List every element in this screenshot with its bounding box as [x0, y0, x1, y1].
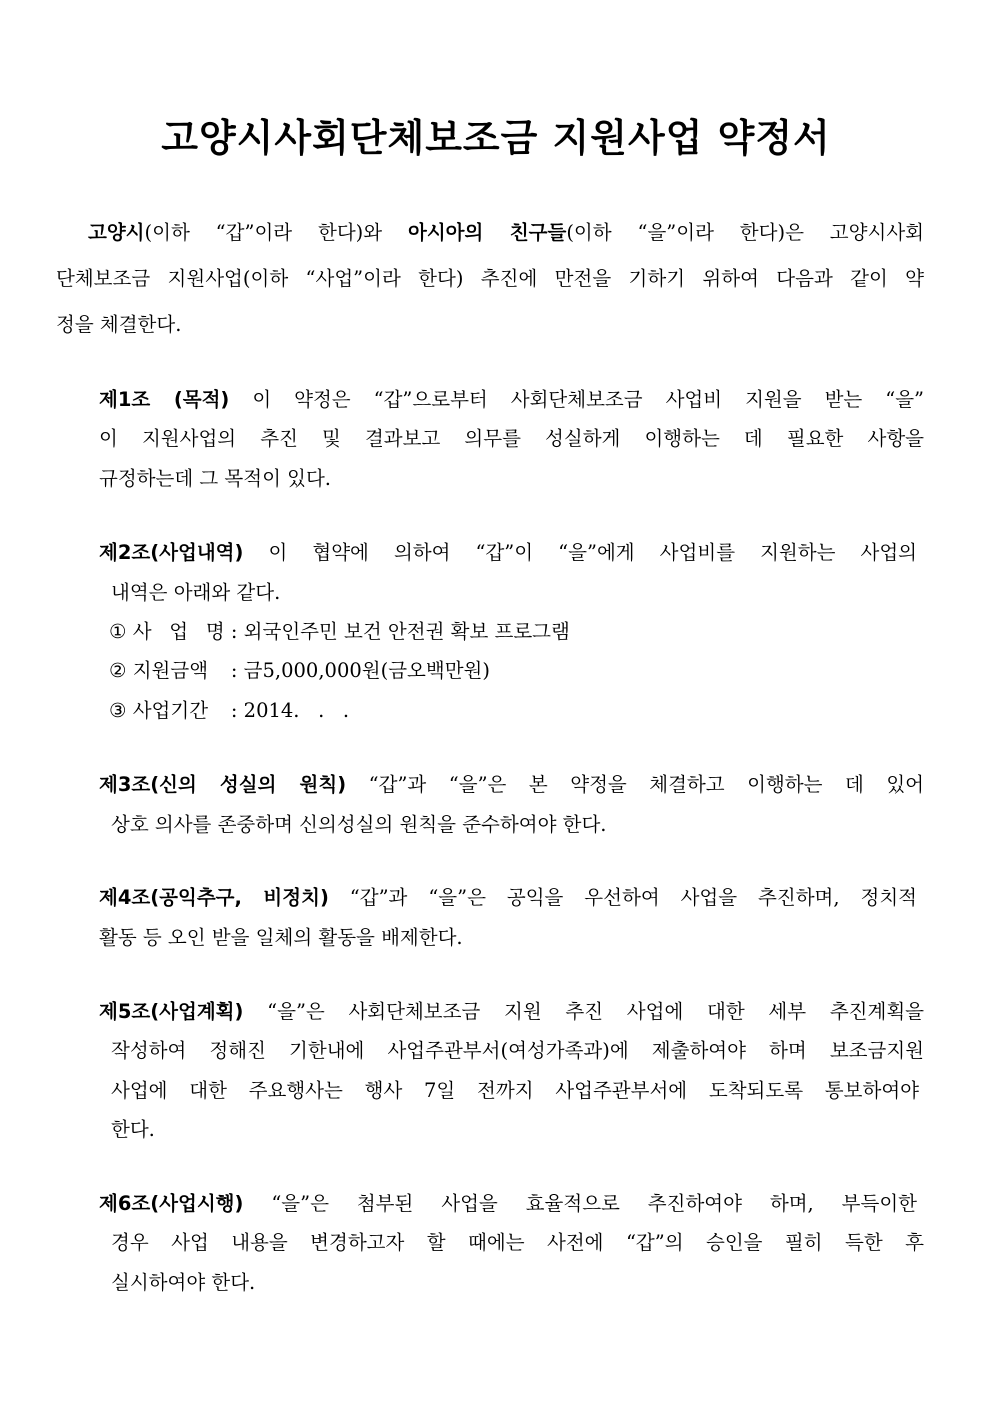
item-value: 2014. . .: [243, 699, 350, 722]
article-2-item-1: [109, 618, 570, 646]
article-5-line-4: 한다.: [111, 1118, 155, 1141]
article-5-text: “을”은 사회단체보조금 지원 추진 사업에 대한 세부 추진계획을: [243, 1000, 924, 1023]
article-1-line-2: 이 지원사업의 추진 및 결과보고 의무를 성실하게 이행하는 데 필요한 사항을: [99, 427, 924, 450]
article-2-item-3: [109, 697, 349, 725]
article-1-text: 이 약정은 “갑”으로부터 사회단체보조금 사업비 지원을 받는 “을”: [229, 388, 924, 411]
article-6-line-3: 실시하여야 한다.: [111, 1271, 256, 1294]
article-3-line-1: [99, 771, 924, 799]
article-6-heading: 제6조(사업시행): [99, 1192, 244, 1215]
article-4-text: “갑”과 “을”은 공익을 우선하여 사업을 추진하며, 정치적: [328, 886, 917, 909]
article-2-text: 이 협약에 의하여 “갑”이 “을”에게 사업비를 지원하는 사업의: [243, 541, 917, 564]
article-6-text: “을”은 첨부된 사업을 효율적으로 추진하여야 하며, 부득이한: [243, 1192, 917, 1215]
article-1-line-3: 규정하는데 그 목적이 있다.: [99, 467, 332, 490]
preamble-line-2: 단체보조금 지원사업(이하 “사업”이라 한다) 추진에 만전을 기하기 위하여 다음과 같이 약: [56, 267, 924, 290]
article-5-line-3: 사업에 대한 주요행사는 행사 7일 전까지 사업주관부서에 도착되도록 통보하여야: [111, 1079, 919, 1102]
article-1-line-1: [99, 386, 924, 414]
article-6-line-2: 경우 사업 내용을 변경하고자 할 때에는 사전에 “갑”의 승인을 필히 득한 후: [111, 1231, 924, 1254]
preamble-line-1: [88, 219, 924, 247]
article-2-item-2: [109, 657, 490, 685]
document-title: 고양시사회단체보조금 지원사업 약정서: [161, 116, 831, 160]
item-value: 금5,000,000원(금오백만원): [243, 659, 490, 682]
item-separator: :: [230, 620, 238, 643]
article-6-line-1: [99, 1190, 917, 1218]
preamble-text: (이하 “갑”이라 한다)와: [144, 221, 408, 244]
article-2-heading: 제2조(사업내역): [99, 541, 244, 564]
article-5-line-1: [99, 998, 924, 1026]
item-label: 사업기간: [132, 699, 209, 722]
item-value: 외국인주민 보건 안전권 확보 프로그램: [243, 620, 570, 643]
item-marker: ③: [109, 699, 127, 722]
article-5-heading: 제5조(사업계획): [99, 1000, 244, 1023]
article-2-line-1: [99, 539, 917, 567]
article-3-heading: 제3조(신의 성실의 원칙): [99, 773, 347, 796]
article-5-line-2: 작성하여 정해진 기한내에 사업주관부서(여성가족과)에 제출하여야 하며 보조금지원: [111, 1039, 924, 1062]
article-4-line-1: [99, 884, 917, 912]
article-1-heading: 제1조 (목적): [99, 388, 230, 411]
party-a-name: 고양시: [88, 221, 145, 244]
article-3-text: “갑”과 “을”은 본 약정을 체결하고 이행하는 데 있어: [346, 773, 924, 796]
party-b-name: 아시아의 친구들: [408, 221, 567, 244]
article-4-line-2: 활동 등 오인 받을 일체의 활동을 배제한다.: [99, 926, 463, 949]
item-marker: ②: [109, 659, 127, 682]
item-marker: ①: [109, 620, 127, 643]
preamble-line-3: 정을 체결한다.: [56, 313, 182, 336]
article-2-line-2: 내역은 아래와 같다.: [111, 581, 281, 604]
item-separator: :: [230, 699, 238, 722]
article-3-line-2: 상호 의사를 존중하며 신의성실의 원칙을 준수하여야 한다.: [111, 813, 607, 836]
item-label: 사 업 명: [132, 620, 225, 643]
item-label: 지원금액: [132, 659, 209, 682]
preamble-text: (이하 “을”이라 한다)은 고양시사회: [566, 221, 924, 244]
article-4-heading: 제4조(공익추구, 비정치): [99, 886, 329, 909]
item-separator: :: [230, 659, 238, 682]
